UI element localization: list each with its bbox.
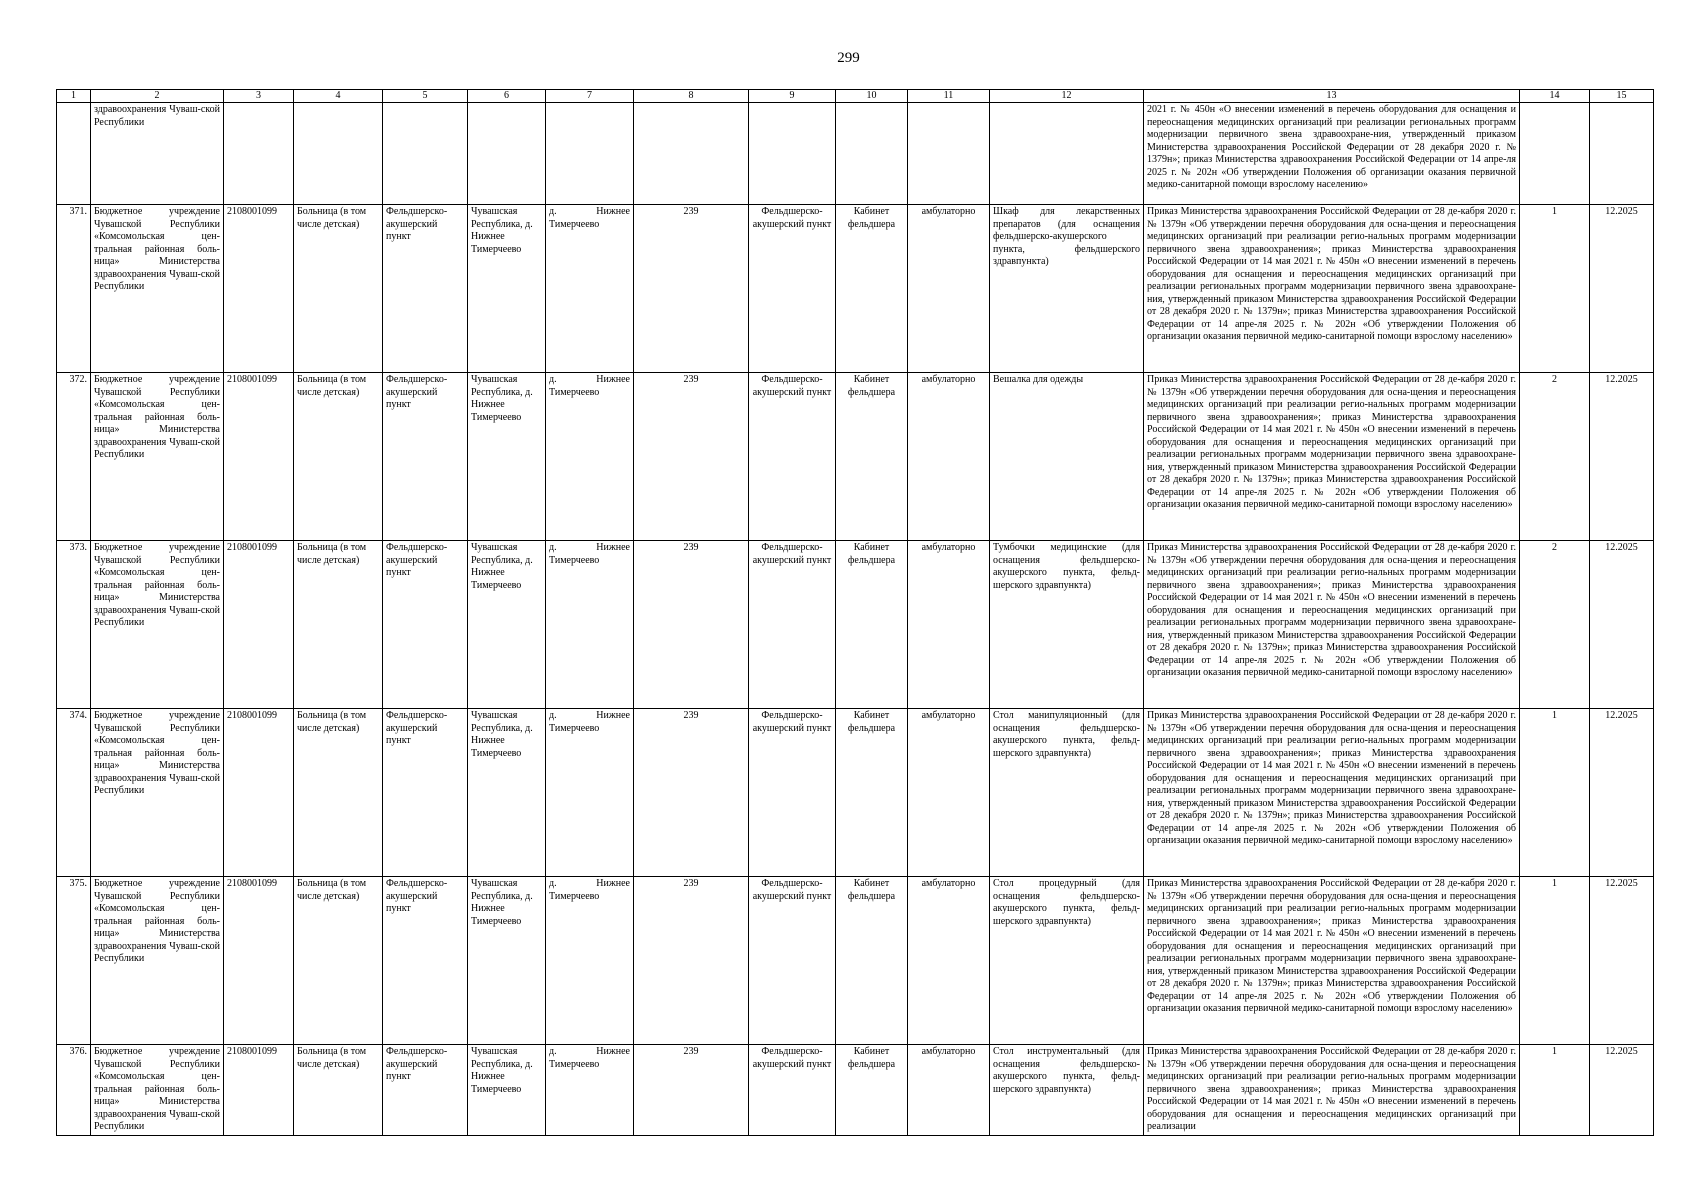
room-cell: Кабинет фельдшера: [836, 373, 908, 541]
quantity-cell: 1: [1520, 709, 1590, 877]
continuation-row: [57, 103, 1654, 205]
table-row: [57, 709, 1654, 877]
type-cell: Больница (в том числе детская): [294, 709, 383, 877]
column-header: 10: [836, 90, 908, 103]
row-number-cell: 372.: [57, 373, 91, 541]
mode-cell: амбулаторно: [908, 709, 990, 877]
column-header: 15: [1590, 90, 1654, 103]
law-cell: Приказ Министерства здравоохранения Российской Федерации от 28 де-кабря 2020 г. № 1379н «Об утверждении перечня оборудования для осна-щения и переоснащения медицинских организаций при реализации регио-нальных программ модернизации первичного звена здравоохранения»; приказ Министерства здравоохранения Российской Федерации от 14 мая 2021 г. № 450н «О внесении изменений в перечень оборудования для оснащения и переоснащения медицинских организаций при реализации региональных программ модернизации первичного звена здравоохране-ния, утвержденный приказом Министерства здравоохранения Российской Федерации от 28 декабря 2020 г. № 1379н»; приказ Министерства здравоохранения Российской Федерации от 14 апре-ля 2025 г. № 202н «Об утверждении Положения об организации оказания первичной медико-санитарной помощи взрослому населению»: [1144, 373, 1520, 541]
region-cell: Чувашская Республика, д. Нижнее Тимерчеево: [468, 373, 546, 541]
room-cell: Кабинет фельдшера: [836, 541, 908, 709]
column-header: 13: [1144, 90, 1520, 103]
code-cell: 239: [634, 373, 749, 541]
quantity-cell: 2: [1520, 373, 1590, 541]
law-cell: Приказ Министерства здравоохранения Российской Федерации от 28 де-кабря 2020 г. № 1379н «Об утверждении перечня оборудования для осна-щения и переоснащения медицинских организаций при реализации регио-нальных программ модернизации первичного звена здравоохранения»; приказ Министерства здравоохранения Российской Федерации от 14 мая 2021 г. № 450н «О внесении изменений в перечень оборудования для оснащения и переоснащения медицинских организаций при реализации региональных программ модернизации первичного звена здравоохране-ния, утвержденный приказом Министерства здравоохранения Российской Федерации от 28 декабря 2020 г. № 1379н»; приказ Министерства здравоохранения Российской Федерации от 14 апре-ля 2025 г. № 202н «Об утверждении Положения об организации оказания первичной медико-санитарной помощи взрослому населению»: [1144, 709, 1520, 877]
mode-cell: амбулаторно: [908, 541, 990, 709]
mode-cell: амбулаторно: [908, 373, 990, 541]
column-header: 11: [908, 90, 990, 103]
org-cell: Бюджетное учреждение Чувашской Республики «Комсомольская цен-тральная районная боль-ница» Министерства здравоохранения Чуваш-ской Республики: [91, 205, 224, 373]
table-row: [57, 1045, 1654, 1136]
quantity-cell: 1: [1520, 1045, 1590, 1136]
unit-cell: Фельдшерско-акушерский пункт: [383, 877, 468, 1045]
code-cell: 239: [634, 205, 749, 373]
column-header: 4: [294, 90, 383, 103]
type-cell: Больница (в том числе детская): [294, 1045, 383, 1136]
unit-cell: Фельдшерско-акушерский пункт: [383, 373, 468, 541]
quantity-cell: 2: [1520, 541, 1590, 709]
locality-cell: д. Нижнее Тимерчеево: [546, 709, 634, 877]
date-cell: 12.2025: [1590, 205, 1654, 373]
column-header: 14: [1520, 90, 1590, 103]
date-cell: 12.2025: [1590, 373, 1654, 541]
locality-cell: д. Нижнее Тимерчеево: [546, 541, 634, 709]
table-row: [57, 541, 1654, 709]
subunit-cell: Фельдшерско-акушерский пункт: [749, 373, 836, 541]
org-cell: Бюджетное учреждение Чувашской Республики «Комсомольская цен-тральная районная боль-ница» Министерства здравоохранения Чуваш-ской Республики: [91, 709, 224, 877]
equipment-cell: Шкаф для лекарственных препаратов (для оснащения фельдшерско-акушерского пункта, фельдшерского здравпункта): [990, 205, 1144, 373]
type-cell: Больница (в том числе детская): [294, 877, 383, 1045]
org-cell: Бюджетное учреждение Чувашской Республики «Комсомольская цен-тральная районная боль-ница» Министерства здравоохранения Чуваш-ской Республики: [91, 373, 224, 541]
room-cell: Кабинет фельдшера: [836, 1045, 908, 1136]
code-cell: 239: [634, 1045, 749, 1136]
locality-cell: д. Нижнее Тимерчеево: [546, 877, 634, 1045]
row-number-cell: 374.: [57, 709, 91, 877]
column-header: 7: [546, 90, 634, 103]
type-cell: Больница (в том числе детская): [294, 205, 383, 373]
table-row: [57, 373, 1654, 541]
mode-cell: амбулаторно: [908, 1045, 990, 1136]
inn-cell: 2108001099: [224, 1045, 294, 1136]
inn-cell: 2108001099: [224, 205, 294, 373]
region-cell: Чувашская Республика, д. Нижнее Тимерчеево: [468, 541, 546, 709]
column-header: 3: [224, 90, 294, 103]
date-cell: 12.2025: [1590, 541, 1654, 709]
locality-cell: д. Нижнее Тимерчеево: [546, 1045, 634, 1136]
date-cell: 12.2025: [1590, 709, 1654, 877]
org-cell: Бюджетное учреждение Чувашской Республики «Комсомольская цен-тральная районная боль-ница» Министерства здравоохранения Чуваш-ской Республики: [91, 541, 224, 709]
unit-cell: Фельдшерско-акушерский пункт: [383, 205, 468, 373]
type-cell: Больница (в том числе детская): [294, 373, 383, 541]
law-cell: Приказ Министерства здравоохранения Российской Федерации от 28 де-кабря 2020 г. № 1379н «Об утверждении перечня оборудования для осна-щения и переоснащения медицинских организаций при реализации регио-нальных программ модернизации первичного звена здравоохранения»; приказ Министерства здравоохранения Российской Федерации от 14 мая 2021 г. № 450н «О внесении изменений в перечень оборудования для оснащения и переоснащения медицинских организаций при реализации региональных программ модернизации первичного звена здравоохране-ния, утвержденный приказом Министерства здравоохранения Российской Федерации от 28 декабря 2020 г. № 1379н»; приказ Министерства здравоохранения Российской Федерации от 14 апре-ля 2025 г. № 202н «Об утверждении Положения об организации оказания первичной медико-санитарной помощи взрослому населению»: [1144, 541, 1520, 709]
subunit-cell: Фельдшерско-акушерский пункт: [749, 1045, 836, 1136]
inn-cell: 2108001099: [224, 541, 294, 709]
row-number-cell: 373.: [57, 541, 91, 709]
equipment-cell: Вешалка для одежды: [990, 373, 1144, 541]
mode-cell: амбулаторно: [908, 877, 990, 1045]
column-header: 8: [634, 90, 749, 103]
inn-cell: 2108001099: [224, 709, 294, 877]
org-cell: здравоохранения Чуваш-ской Республики: [91, 103, 224, 205]
code-cell: 239: [634, 541, 749, 709]
subunit-cell: Фельдшерско-акушерский пункт: [749, 709, 836, 877]
inn-cell: 2108001099: [224, 877, 294, 1045]
equipment-table: [56, 89, 1654, 1136]
code-cell: 239: [634, 709, 749, 877]
unit-cell: Фельдшерско-акушерский пункт: [383, 1045, 468, 1136]
equipment-cell: Стол процедурный (для оснащения фельдшерско-акушерского пункта, фельд-шерского здравпункта): [990, 877, 1144, 1045]
unit-cell: Фельдшерско-акушерский пункт: [383, 541, 468, 709]
law-cell: Приказ Министерства здравоохранения Российской Федерации от 28 де-кабря 2020 г. № 1379н «Об утверждении перечня оборудования для осна-щения и переоснащения медицинских организаций при реализации регио-нальных программ модернизации первичного звена здравоохранения»; приказ Министерства здравоохранения Российской Федерации от 14 мая 2021 г. № 450н «О внесении изменений в перечень оборудования для оснащения и переоснащения медицинских организаций при реализации: [1144, 1045, 1520, 1136]
room-cell: Кабинет фельдшера: [836, 205, 908, 373]
equipment-cell: Стол манипуляционный (для оснащения фельдшерско-акушерского пункта, фельд-шерского здравпункта): [990, 709, 1144, 877]
column-header: 1: [57, 90, 91, 103]
inn-cell: 2108001099: [224, 373, 294, 541]
column-header: 2: [91, 90, 224, 103]
row-number-cell: 376.: [57, 1045, 91, 1136]
column-header: 6: [468, 90, 546, 103]
mode-cell: амбулаторно: [908, 205, 990, 373]
page-number: 299: [837, 50, 860, 66]
region-cell: Чувашская Республика, д. Нижнее Тимерчеево: [468, 205, 546, 373]
column-header: 9: [749, 90, 836, 103]
type-cell: Больница (в том числе детская): [294, 541, 383, 709]
column-header: 12: [990, 90, 1144, 103]
subunit-cell: Фельдшерско-акушерский пункт: [749, 205, 836, 373]
region-cell: Чувашская Республика, д. Нижнее Тимерчеево: [468, 709, 546, 877]
law-cell: Приказ Министерства здравоохранения Российской Федерации от 28 де-кабря 2020 г. № 1379н «Об утверждении перечня оборудования для осна-щения и переоснащения медицинских организаций при реализации регио-нальных программ модернизации первичного звена здравоохранения»; приказ Министерства здравоохранения Российской Федерации от 14 мая 2021 г. № 450н «О внесении изменений в перечень оборудования для оснащения и переоснащения медицинских организаций при реализации региональных программ модернизации первичного звена здравоохране-ния, утвержденный приказом Министерства здравоохранения Российской Федерации от 28 декабря 2020 г. № 1379н»; приказ Министерства здравоохранения Российской Федерации от 14 апре-ля 2025 г. № 202н «Об утверждении Положения об организации оказания первичной медико-санитарной помощи взрослому населению»: [1144, 205, 1520, 373]
org-cell: Бюджетное учреждение Чувашской Республики «Комсомольская цен-тральная районная боль-ница» Министерства здравоохранения Чуваш-ской Республики: [91, 877, 224, 1045]
row-number-cell: 371.: [57, 205, 91, 373]
region-cell: Чувашская Республика, д. Нижнее Тимерчеево: [468, 877, 546, 1045]
region-cell: Чувашская Республика, д. Нижнее Тимерчеево: [468, 1045, 546, 1136]
room-cell: Кабинет фельдшера: [836, 877, 908, 1045]
table-row: [57, 877, 1654, 1045]
room-cell: Кабинет фельдшера: [836, 709, 908, 877]
subunit-cell: Фельдшерско-акушерский пункт: [749, 877, 836, 1045]
subunit-cell: Фельдшерско-акушерский пункт: [749, 541, 836, 709]
locality-cell: д. Нижнее Тимерчеево: [546, 205, 634, 373]
date-cell: 12.2025: [1590, 1045, 1654, 1136]
column-number-row: [57, 90, 1654, 103]
law-cell: Приказ Министерства здравоохранения Российской Федерации от 28 де-кабря 2020 г. № 1379н «Об утверждении перечня оборудования для осна-щения и переоснащения медицинских организаций при реализации регио-нальных программ модернизации первичного звена здравоохранения»; приказ Министерства здравоохранения Российской Федерации от 14 мая 2021 г. № 450н «О внесении изменений в перечень оборудования для оснащения и переоснащения медицинских организаций при реализации региональных программ модернизации первичного звена здравоохране-ния, утвержденный приказом Министерства здравоохранения Российской Федерации от 28 декабря 2020 г. № 1379н»; приказ Министерства здравоохранения Российской Федерации от 14 апре-ля 2025 г. № 202н «Об утверждении Положения об организации оказания первичной медико-санитарной помощи взрослому населению»: [1144, 877, 1520, 1045]
table-row: [57, 205, 1654, 373]
law-cell: 2021 г. № 450н «О внесении изменений в перечень оборудования для оснащения и переоснащения медицинских организаций при реализации региональных программ модернизации первичного звена здравоохране-ния, утвержденный приказом Министерства здравоохранения Российской Федерации от 28 декабря 2020 г. № 1379н»; приказ Министерства здравоохранения Российской Федерации от 14 апре-ля 2025 г. № 202н «Об утверждении Положения об организации оказания первичной медико-санитарной помощи взрослому населению»: [1144, 103, 1520, 205]
date-cell: 12.2025: [1590, 877, 1654, 1045]
locality-cell: д. Нижнее Тимерчеево: [546, 373, 634, 541]
column-header: 5: [383, 90, 468, 103]
row-number-cell: 375.: [57, 877, 91, 1045]
quantity-cell: 1: [1520, 877, 1590, 1045]
org-cell: Бюджетное учреждение Чувашской Республики «Комсомольская цен-тральная районная боль-ница» Министерства здравоохранения Чуваш-ской Республики: [91, 1045, 224, 1136]
unit-cell: Фельдшерско-акушерский пункт: [383, 709, 468, 877]
equipment-cell: Тумбочки медицинские (для оснащения фельдшерско-акушерского пункта, фельд-шерского здравпункта): [990, 541, 1144, 709]
quantity-cell: 1: [1520, 205, 1590, 373]
code-cell: 239: [634, 877, 749, 1045]
equipment-cell: Стол инструментальный (для оснащения фельдшерско-акушерского пункта, фельд-шерского здравпункта): [990, 1045, 1144, 1136]
